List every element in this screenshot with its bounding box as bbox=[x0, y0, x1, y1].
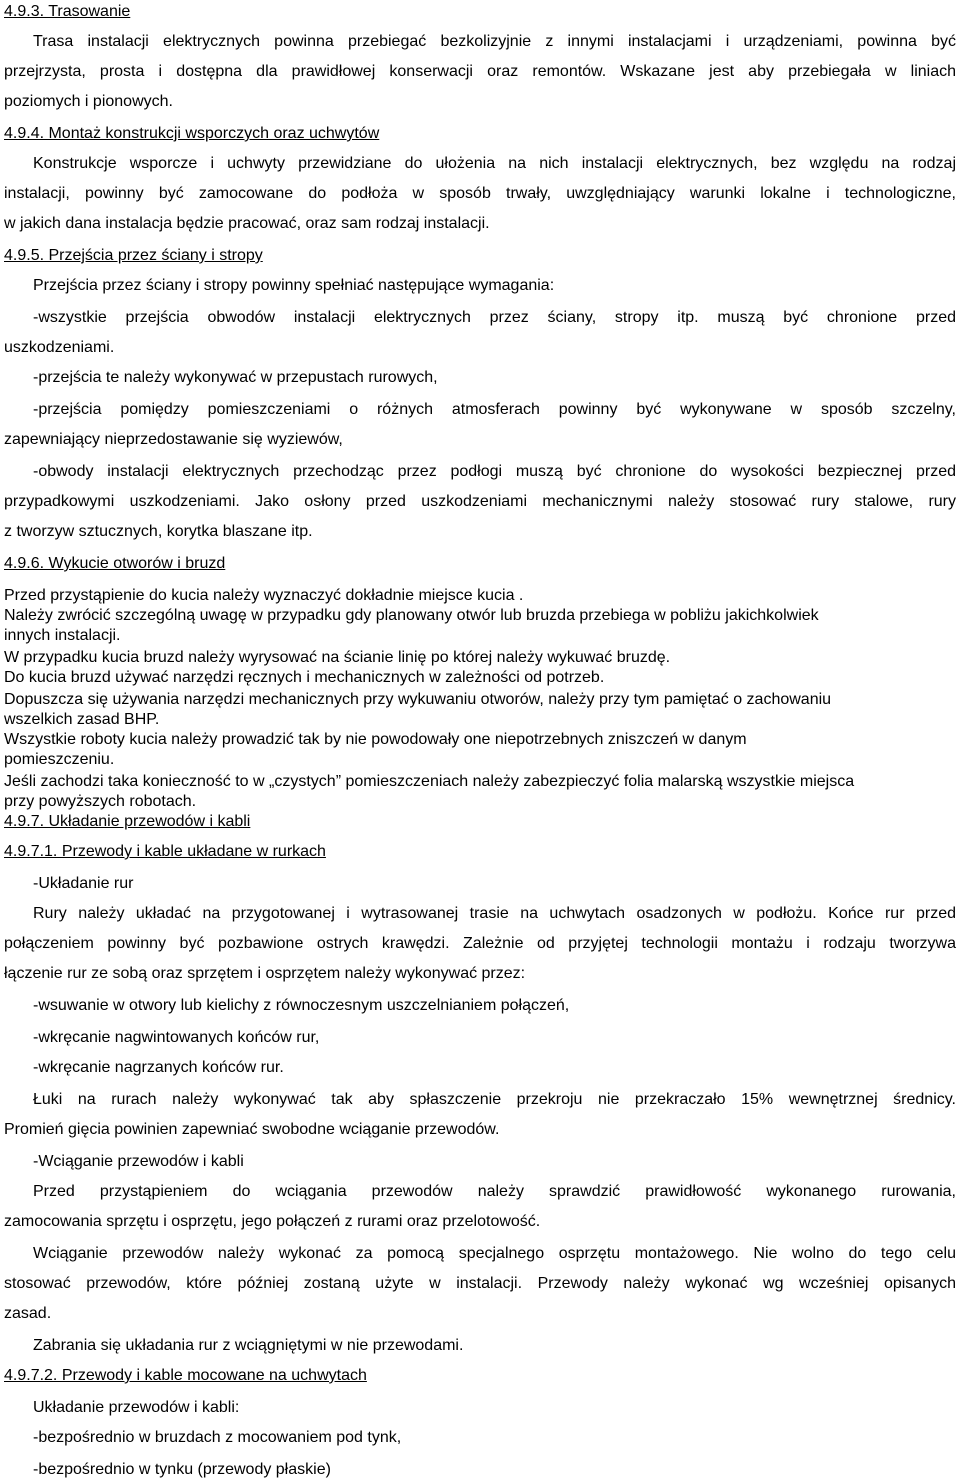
text-line: Rury należy układać na przygotowanej i wytrasowanej trasie na uchwytach osadzonych w podłożu. Końce rur przed bbox=[33, 905, 956, 922]
section-heading: 4.9.4. Montaż konstrukcji wsporczych oraz uchwytów bbox=[4, 125, 380, 142]
text-line: łączenie rur ze sobą oraz sprzętem i osprzętem należy wykonywać przez: bbox=[4, 965, 526, 982]
text-line: połączeniem powinny być pozbawione ostrych krawędzi. Zależnie od przyjętej technologii montażu i rodzaju tworzywa bbox=[4, 935, 956, 952]
text-line: Jeśli zachodzi taka konieczność to w „czystych” pomieszczeniach należy zabezpieczyć folia malarską wszystkie miejsca bbox=[4, 773, 855, 790]
text-line: zapewniający nieprzedostawanie się wyziewów, bbox=[4, 431, 343, 448]
section-heading: 4.9.7.2. Przewody i kable mocowane na uchwytach bbox=[4, 1367, 367, 1384]
section-heading: 4.9.6. Wykucie otworów i bruzd bbox=[4, 555, 226, 572]
text-line: Wszystkie roboty kucia należy prowadzić tak by nie powodowały one niepotrzebnych zniszczeń w danym bbox=[4, 731, 747, 748]
text-line: Przed przystąpienie do kucia należy wyznaczyć dokładnie miejsce kucia . bbox=[4, 587, 524, 604]
text-line: innych instalacji. bbox=[4, 627, 121, 644]
text-line: -wkręcanie nagwintowanych końców rur, bbox=[33, 1029, 320, 1046]
text-line: -wszystkie przejścia obwodów instalacji elektrycznych przez ściany, stropy itp. muszą być chronione przed bbox=[33, 309, 956, 326]
text-line: przejrzysta, prosta i dostępna dla prawidłowej konserwacji oraz remontów. Wskazane jest aby przebiegała w liniach bbox=[4, 63, 956, 80]
text-line: Przejścia przez ściany i stropy powinny spełniać następujące wymagania: bbox=[33, 277, 555, 294]
text-line: Dopuszcza się używania narzędzi mechanicznych przy wykuwaniu otworów, należy przy tym pamiętać o zachowaniu bbox=[4, 691, 832, 708]
text-line: Promień gięcia powinien zapewniać swobodne wciąganie przewodów. bbox=[4, 1121, 500, 1138]
text-line: -wkręcanie nagrzanych końców rur. bbox=[33, 1059, 284, 1076]
text-line: poziomych i pionowych. bbox=[4, 93, 173, 110]
text-line: pomieszczeniu. bbox=[4, 751, 115, 768]
section-heading: 4.9.7. Układanie przewodów i kabli bbox=[4, 813, 251, 830]
text-line: zasad. bbox=[4, 1305, 52, 1322]
text-line: instalacji, powinny być zamocowane do podłoża w sposób trwały, uwzględniający warunki lokalne i technologiczne, bbox=[4, 185, 956, 202]
section-heading: 4.9.5. Przejścia przez ściany i stropy bbox=[4, 247, 263, 264]
text-line: -bezpośrednio w bruzdach z mocowaniem pod tynk, bbox=[33, 1429, 402, 1446]
text-line: przy powyższych robotach. bbox=[4, 793, 197, 810]
text-line: -przejścia te należy wykonywać w przepustach rurowych, bbox=[33, 369, 438, 386]
text-line: przypadkowymi uszkodzeniami. Jako osłony przed uszkodzeniami mechanicznymi należy stosować rury stalowe, rury bbox=[4, 493, 956, 510]
section-heading: 4.9.3. Trasowanie bbox=[4, 3, 131, 20]
text-line: -przejścia pomiędzy pomieszczeniami o różnych atmosferach powinny być wykonywane w sposób szczelny, bbox=[33, 401, 956, 418]
text-line: Przed przystąpieniem do wciągania przewodów należy sprawdzić prawidłowość wykonanego rurowania, bbox=[33, 1183, 956, 1200]
text-line: -Wciąganie przewodów i kabli bbox=[33, 1153, 244, 1170]
text-line: z tworzyw sztucznych, korytka blaszane itp. bbox=[4, 523, 313, 540]
text-line: -bezpośrednio w tynku (przewody płaskie) bbox=[33, 1461, 331, 1478]
text-line: Do kucia bruzd używać narzędzi ręcznych i mechanicznych w zależności od potrzeb. bbox=[4, 669, 605, 686]
text-line: Należy zwrócić szczególną uwagę w przypadku gdy planowany otwór lub bruzda przebiega w pobliżu jakichkolwiek bbox=[4, 607, 819, 624]
text-line: Wciąganie przewodów należy wykonać za pomocą specjalnego osprzętu montażowego. Nie wolno do tego celu bbox=[33, 1245, 956, 1262]
text-line: -wsuwanie w otwory lub kielichy z równoczesnym uszczelnianiem połączeń, bbox=[33, 997, 570, 1014]
text-line: Trasa instalacji elektrycznych powinna przebiegać bezkolizyjnie z innymi instalacjami i urządzeniami, powinna być bbox=[33, 33, 956, 50]
text-line: Układanie przewodów i kabli: bbox=[33, 1399, 240, 1416]
text-line: stosować przewodów, które później zostaną użyte w instalacji. Przewody należy wykonać wg wcześniej opisanych bbox=[4, 1275, 956, 1292]
text-line: Zabrania się układania rur z wciągniętymi w nie przewodami. bbox=[33, 1337, 464, 1354]
text-line: Konstrukcje wsporcze i uchwyty przewidziane do ułożenia na nich instalacji elektrycznych, bez względu na rodzaj bbox=[33, 155, 956, 172]
text-line: W przypadku kucia bruzd należy wyrysować na ścianie linię po której należy wykuwać bruzdę. bbox=[4, 649, 671, 666]
text-line: -Układanie rur bbox=[33, 875, 134, 892]
text-line: zamocowania sprzętu i osprzętu, jego połączeń z rurami oraz przelotowość. bbox=[4, 1213, 541, 1230]
section-heading: 4.9.7.1. Przewody i kable układane w rurkach bbox=[4, 843, 326, 860]
text-line: Łuki na rurach należy wykonywać tak aby spłaszczenie przekroju nie przekraczało 15% wewnętrznej średnicy. bbox=[33, 1091, 956, 1108]
text-line: -obwody instalacji elektrycznych przechodząc przez podłogi muszą być chronione do wysokości bezpiecznej przed bbox=[33, 463, 956, 480]
text-line: uszkodzeniami. bbox=[4, 339, 115, 356]
text-line: wszelkich zasad BHP. bbox=[4, 711, 160, 728]
text-line: w jakich dana instalacja będzie pracować, oraz sam rodzaj instalacji. bbox=[4, 215, 490, 232]
